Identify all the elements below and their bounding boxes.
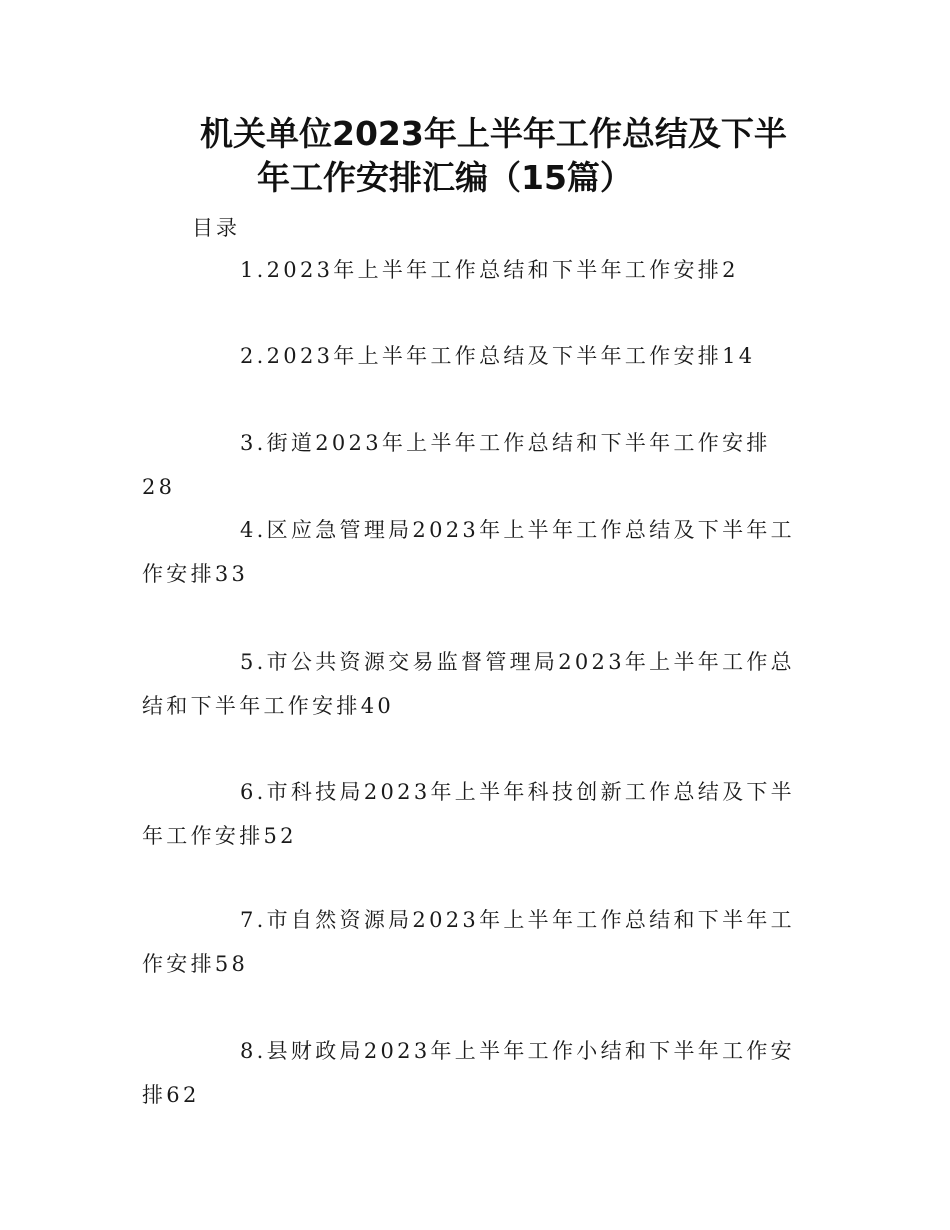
toc-item-5: 5.市公共资源交易监督管理局2023年上半年工作总结和下半年工作安排40 (142, 650, 795, 718)
toc-item-3: 3.街道2023年上半年工作总结和下半年工作安排28 (142, 431, 771, 499)
toc-item-8: 8.县财政局2023年上半年工作小结和下半年工作安排62 (142, 1039, 795, 1107)
toc-item-6: 6.市科技局2023年上半年科技创新工作总结及下半年工作安排52 (142, 780, 795, 848)
toc-item-7: 7.市自然资源局2023年上半年工作总结和下半年工作安排58 (142, 908, 795, 976)
document-title-line-2: 年工作安排汇编（15篇） (257, 158, 633, 197)
document-title-line-1: 机关单位2023年上半年工作总结及下半 (200, 114, 787, 153)
toc-item-2: 2.2023年上半年工作总结及下半年工作安排14 (240, 344, 756, 368)
toc-item-4: 4.区应急管理局2023年上半年工作总结及下半年工作安排33 (142, 518, 795, 586)
toc-item-1: 1.2023年上半年工作总结和下半年工作安排2 (240, 258, 739, 282)
toc-heading: 目录 (192, 216, 240, 240)
